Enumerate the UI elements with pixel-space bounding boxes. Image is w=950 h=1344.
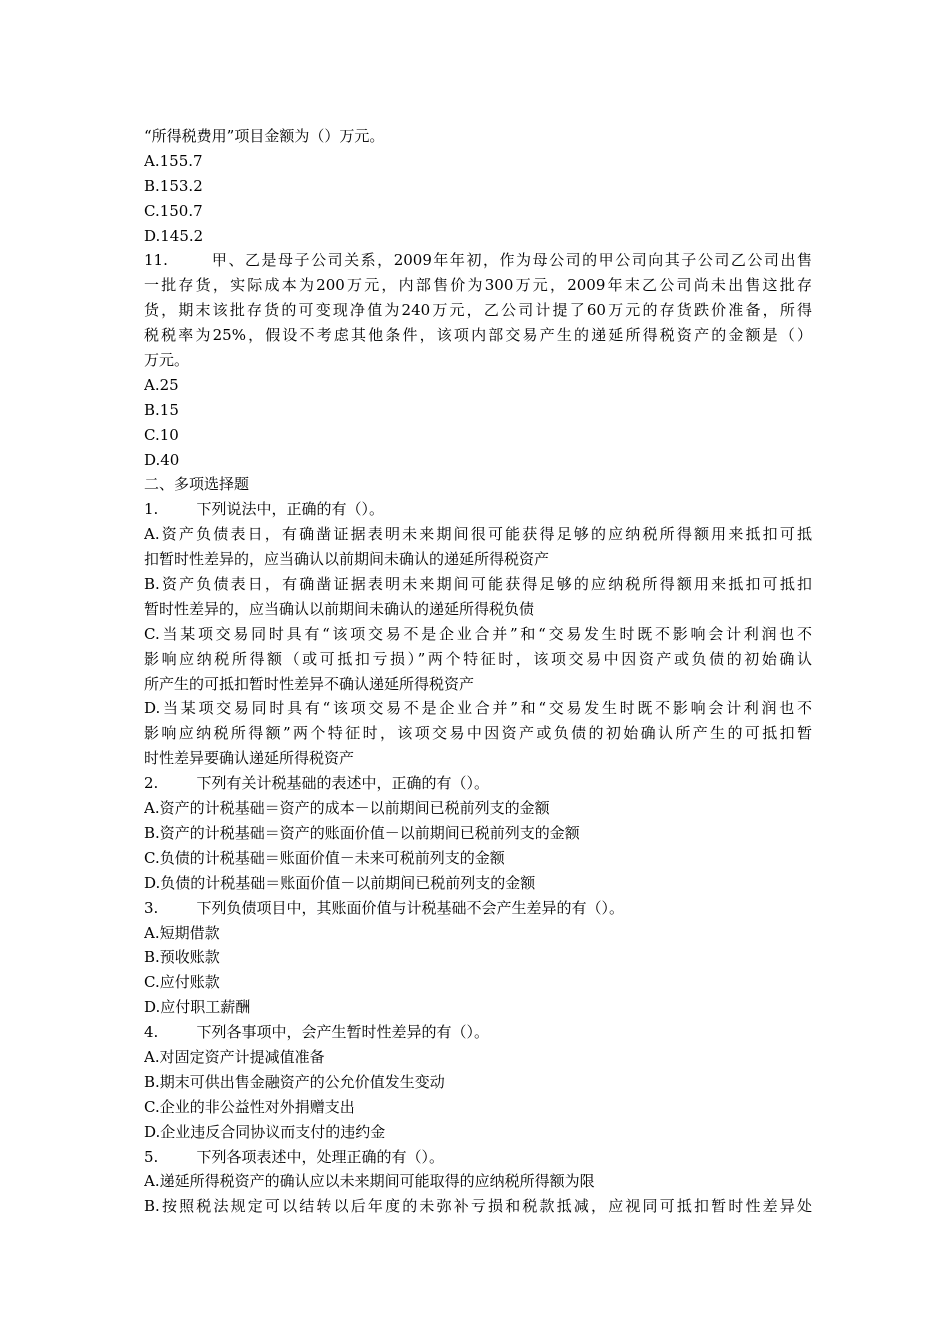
option-line: B.资产负债表日，有确凿证据表明未来期间可能获得足够的应纳税所得额用来抵扣可抵扣 — [144, 575, 812, 594]
option-line: D.应付职工薪酬 — [144, 998, 251, 1017]
option-line: B.预收账款 — [144, 948, 220, 967]
question-line: 4. 下列各事项中，会产生暂时性差异的有（）。 — [144, 1023, 489, 1042]
option-line: D.40 — [144, 450, 180, 469]
section-heading: 二、多项选择题 — [144, 475, 250, 494]
question-line: 1. 下列说法中，正确的有（）。 — [144, 500, 384, 519]
option-line: A.155.7 — [144, 151, 203, 170]
option-line: A.资产的计税基础＝资产的成本－以前期间已税前列支的金额 — [144, 799, 550, 818]
question-line: 货，期末该批存货的可变现净值为240万元，乙公司计提了60万元的存货跌价准备，所得 — [144, 301, 812, 320]
option-line: C.10 — [144, 425, 179, 444]
question-line: 税税率为25%，假设不考虑其他条件，该项内部交易产生的递延所得税资产的金额是（） — [144, 326, 812, 345]
option-line: A.对固定资产计提减值准备 — [144, 1047, 325, 1066]
question-line: 2. 下列有关计税基础的表述中，正确的有（）。 — [144, 774, 489, 793]
option-line: D.145.2 — [144, 226, 204, 245]
option-line: C.当某项交易同时具有“该项交易不是企业合并”和“交易发生时既不影响会计利润也不 — [144, 624, 812, 643]
text-line: “所得税费用”项目金额为（）万元。 — [144, 127, 385, 145]
option-line: B.15 — [144, 400, 179, 419]
option-line: 暂时性差异的，应当确认以前期间未确认的递延所得税负债 — [144, 599, 535, 618]
option-line: 时性差异要确认递延所得税资产 — [144, 749, 355, 768]
option-line: C.应付账款 — [144, 973, 220, 992]
option-line: A.25 — [144, 375, 179, 394]
question-line: 万元。 — [144, 351, 190, 370]
option-line: D.负债的计税基础＝账面价值－以前期间已税前列支的金额 — [144, 873, 536, 892]
option-line: A.资产负债表日，有确凿证据表明未来期间很可能获得足够的应纳税所得额用来抵扣可抵 — [144, 525, 812, 544]
option-line: C.150.7 — [144, 201, 203, 220]
option-line: D.当某项交易同时具有“该项交易不是企业合并”和“交易发生时既不影响会计利润也不 — [144, 699, 812, 718]
question-line: 11. 甲、乙是母子公司关系，2009年年初，作为母公司的甲公司向其子公司乙公司出售 — [144, 251, 812, 270]
question-line: 5. 下列各项表述中，处理正确的有（）。 — [144, 1147, 444, 1166]
option-line: A.短期借款 — [144, 923, 220, 942]
option-line: D.企业违反合同协议而支付的违约金 — [144, 1122, 386, 1141]
option-line: 影响应纳税所得额（或可抵扣亏损）”两个特征时，该项交易中因资产或负债的初始确认 — [144, 649, 812, 668]
option-line: 所产生的可抵扣暂时性差异不确认递延所得税资产 — [144, 674, 475, 693]
option-line: 影响应纳税所得额”两个特征时，该项交易中因资产或负债的初始确认所产生的可抵扣暂 — [144, 724, 812, 743]
option-line: C.企业的非公益性对外捐赠支出 — [144, 1097, 355, 1116]
option-line: C.负债的计税基础＝账面价值－未来可税前列支的金额 — [144, 848, 505, 867]
document-page — [144, 124, 812, 1219]
question-line: 3. 下列负债项目中，其账面价值与计税基础不会产生差异的有（）。 — [144, 898, 624, 917]
question-line: 一批存货，实际成本为200万元，内部售价为300万元，2009年末乙公司尚未出售这批存 — [144, 276, 812, 295]
option-line: 扣暂时性差异的，应当确认以前期间未确认的递延所得税资产 — [144, 550, 550, 569]
option-line: B.期末可供出售金融资产的公允价值发生变动 — [144, 1072, 445, 1091]
option-line: B.按照税法规定可以结转以后年度的未弥补亏损和税款抵减，应视同可抵扣暂时性差异处 — [144, 1197, 812, 1216]
option-line: B.153.2 — [144, 176, 203, 195]
option-line: B.资产的计税基础＝资产的账面价值－以前期间已税前列支的金额 — [144, 823, 580, 842]
option-line: A.递延所得税资产的确认应以未来期间可能取得的应纳税所得额为限 — [144, 1172, 595, 1191]
